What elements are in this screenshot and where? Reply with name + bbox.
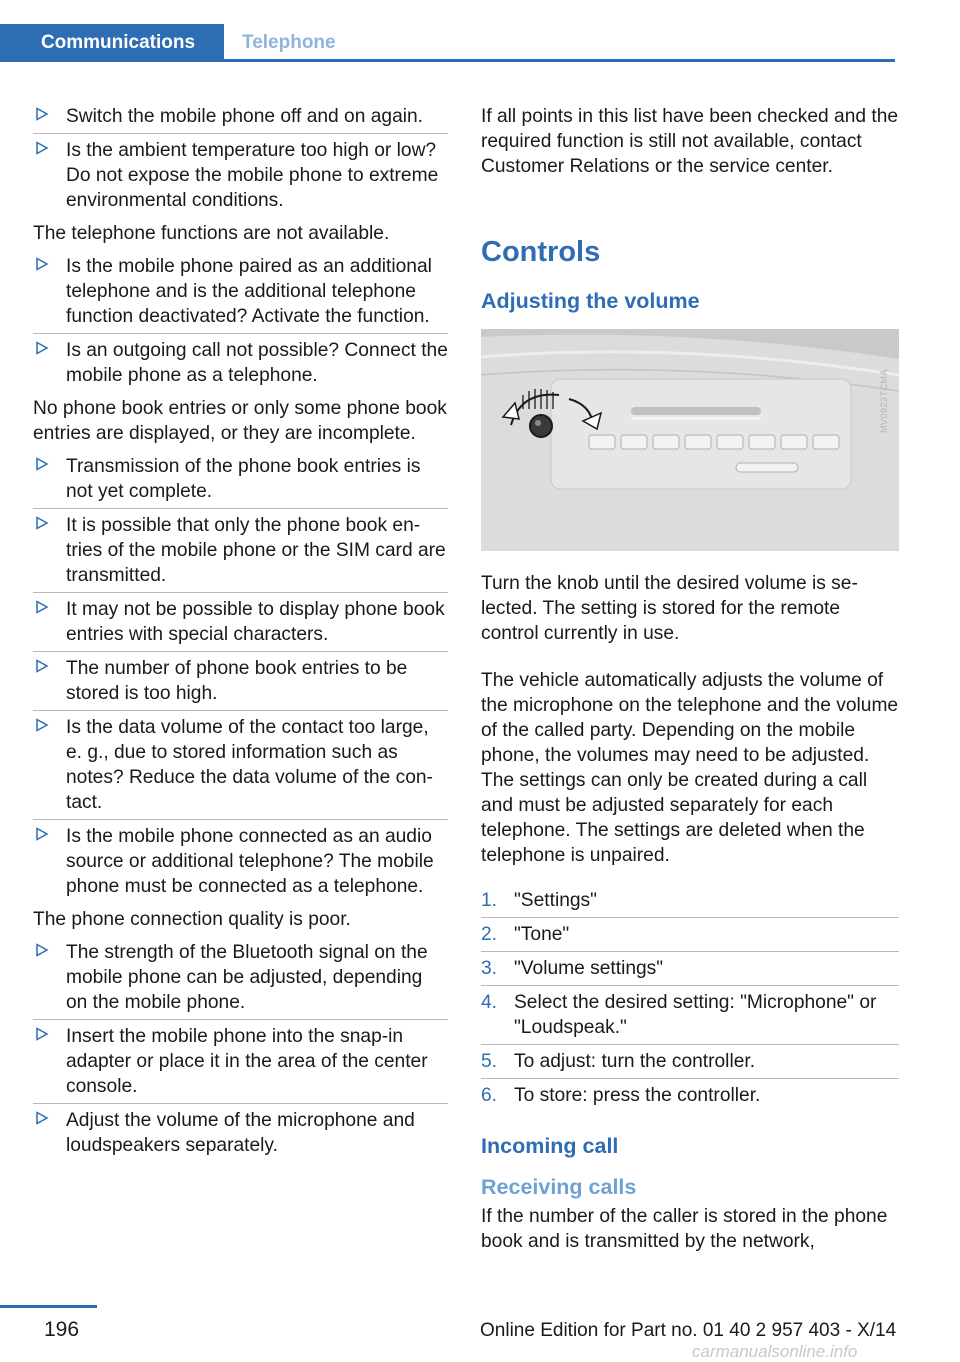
triangle-right-icon: [35, 827, 49, 841]
paragraph: If the number of the caller is stored in the phone book and is transmitted by the network,: [481, 1206, 888, 1252]
list-item: Is the mobile phone paired as an additional telephone and is the additional telephone function deactivated? Activate the function.: [33, 250, 448, 333]
edition-note: Online Edition for Part no. 01 40 2 957 403 - X/14: [480, 1320, 897, 1341]
triangle-right-icon: [35, 1027, 49, 1041]
list-item: Adjust the volume of the microphone and loudspeakers separately.: [33, 1103, 448, 1162]
heading-receiving-calls: Receiving calls: [481, 1175, 637, 1199]
list-item: 3. "Volume settings": [481, 951, 899, 985]
triangle-right-icon: [35, 257, 49, 271]
triangle-right-icon: [35, 107, 49, 121]
list-item: 1. "Settings": [481, 890, 597, 911]
list-item: Transmission of the phone book entries is not yet complete.: [33, 450, 448, 508]
list-item: Is the ambient temperature too high or low? Do not expose the mobile phone to extreme environmental conditions.: [33, 133, 448, 217]
paragraph: The telephone functions are not available.: [33, 223, 390, 244]
left-column: [33, 100, 448, 1162]
image-code: MV0923TCMA: [879, 369, 889, 434]
triangle-right-icon: [35, 457, 49, 471]
steps-list: [481, 884, 899, 1112]
list-item: It is possible that only the phone book entries of the mobile phone or the SIM card are transmitted.: [33, 508, 448, 592]
footer-rule: [0, 1305, 97, 1308]
paragraph: The vehicle automatically adjusts the volume of the microphone on the telephone and the volume of the called party. Depending on the mobile phone, the volumes may need to be adjusted. The settings can only be created during a call and must be adjusted separately for each telephone. The settings are deleted when the telephone is unpaired.: [481, 670, 899, 866]
triangle-right-icon: [35, 600, 49, 614]
list-item: 2. "Tone": [481, 917, 899, 951]
triangle-right-icon: [35, 1111, 49, 1125]
paragraph: Turn the knob until the desired volume is selected. The setting is stored for the remote control currently in use.: [481, 573, 858, 644]
triangle-right-icon: [35, 141, 49, 155]
heading-adjusting-volume: Adjusting the volume: [481, 289, 700, 313]
bullet-list-1: [33, 100, 448, 217]
section-title-controls: Controls: [481, 236, 601, 268]
dashboard-illustration: [481, 329, 899, 551]
list-item: The number of phone book entries to be stored is too high.: [33, 651, 448, 710]
list-item: It may not be possible to display phone book entries with special characters.: [33, 592, 448, 651]
list-item: 6. To store: press the controller.: [481, 1078, 899, 1112]
paragraph: No phone book entries or only some phone book entries are displayed, or they are incomplete.: [33, 398, 447, 444]
page-number: 196: [44, 1318, 80, 1341]
header-chapter-tab: Telephone: [224, 24, 895, 62]
list-item: Is the mobile phone connected as an audio source or additional telephone? The mobile phone must be connected as a telephone.: [33, 819, 448, 903]
right-column: [481, 100, 899, 1258]
triangle-right-icon: [35, 718, 49, 732]
list-item: 5. To adjust: turn the controller.: [481, 1044, 899, 1078]
header-rule: [224, 59, 895, 62]
list-item: Is an outgoing call not possible? Connect the mobile phone as a telephone.: [33, 333, 448, 392]
heading-incoming-call: Incoming call: [481, 1134, 619, 1158]
triangle-right-icon: [35, 659, 49, 673]
triangle-right-icon: [35, 943, 49, 957]
list-item: The strength of the Bluetooth signal on the mobile phone can be adjusted, depending on the mobile phone.: [33, 936, 448, 1019]
site-watermark: carmanualsonline.info: [692, 1342, 858, 1361]
intro-paragraph: If all points in this list have been checked and the required function is still not available, contact Customer Relations or the service center.: [481, 106, 899, 177]
list-item: Switch the mobile phone off and on again.: [33, 100, 448, 133]
bullet-list-4: [33, 936, 448, 1162]
list-item: 4. Select the desired setting: "Microphone" or "Loudspeak.": [481, 985, 899, 1044]
paragraph: The phone connection quality is poor.: [33, 909, 351, 930]
bullet-list-3: [33, 450, 448, 903]
list-item: Insert the mobile phone into the snap-in adapter or place it in the area of the center console.: [33, 1019, 448, 1103]
page-header: [0, 24, 895, 62]
triangle-right-icon: [35, 341, 49, 355]
header-section-tab: Communications: [0, 24, 224, 62]
triangle-right-icon: [35, 516, 49, 530]
bullet-list-2: [33, 250, 448, 392]
list-item: Is the data volume of the contact too large, e. g., due to stored information such as notes? Reduce the data volume of the contact.: [33, 710, 448, 819]
